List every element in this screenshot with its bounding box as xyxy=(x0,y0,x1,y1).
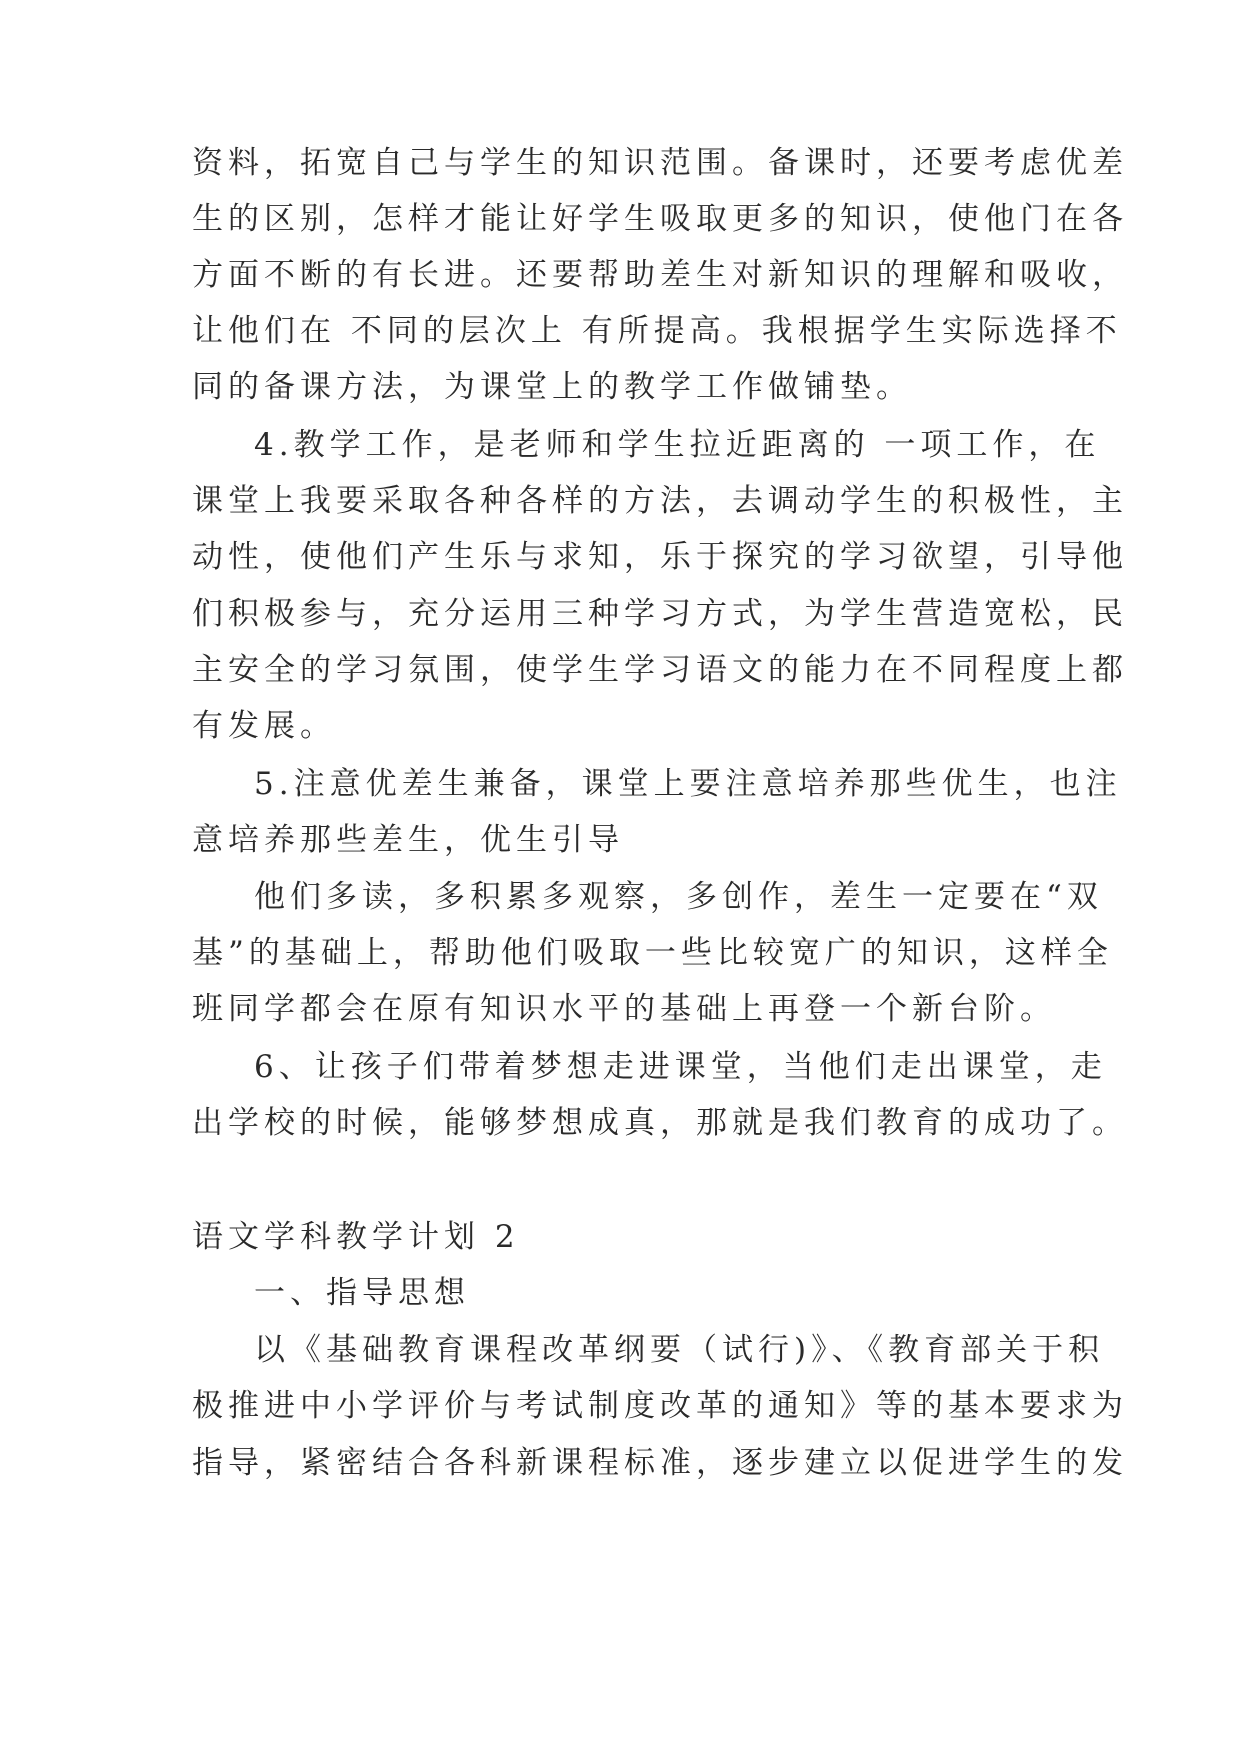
text-line: 有发展。 xyxy=(192,708,336,744)
text-line: 意培养那些差生，优生引导 xyxy=(192,822,624,858)
text-line: 同的备课方法，为课堂上的教学工作做铺垫。 xyxy=(192,369,912,405)
text-line: 动性，使他们产生乐与求知，乐于探究的学习欲望，引导他 xyxy=(192,539,1128,575)
text-line: 方面不断的有长进。还要帮助差生对新知识的理解和吸收， xyxy=(192,257,1128,293)
text-line: 基”的基础上，帮助他们吸取一些比较宽广的知识，这样全 xyxy=(192,935,1113,971)
text-line: 资料，拓宽自己与学生的知识范围。备课时，还要考虑优差 xyxy=(192,145,1128,181)
text-line: 4.教学工作，是老师和学生拉近距离的 一项工作，在 xyxy=(254,427,1101,463)
text-line: 课堂上我要采取各种各样的方法，去调动学生的积极性，主 xyxy=(192,483,1128,519)
text-line: 他们多读，多积累多观察，多创作，差生一定要在“双 xyxy=(254,879,1103,915)
text-line: 6、让孩子们带着梦想走进课堂，当他们走出课堂，走 xyxy=(254,1049,1107,1085)
text-line: 主安全的学习氛围，使学生学习语文的能力在不同程度上都 xyxy=(192,652,1128,688)
text-line: 以《基础教育课程改革纲要（试行)》、《教育部关于积 xyxy=(254,1332,1105,1368)
text-line: 出学校的时候，能够梦想成真，那就是我们教育的成功了。 xyxy=(192,1105,1128,1141)
text-line: 5.注意优差生兼备，课堂上要注意培养那些优生，也注 xyxy=(254,766,1122,802)
text-line: 生的区别，怎样才能让好学生吸取更多的知识，使他门在各 xyxy=(192,201,1128,237)
section-title: 语文学科教学计划 2 xyxy=(192,1219,520,1255)
text-line: 指导，紧密结合各科新课程标准，逐步建立以促进学生的发 xyxy=(192,1445,1128,1481)
text-line: 极推进中小学评价与考试制度改革的通知》等的基本要求为 xyxy=(192,1388,1128,1424)
text-line: 们积极参与，充分运用三种学习方式，为学生营造宽松，民 xyxy=(192,596,1128,632)
text-line: 班同学都会在原有知识水平的基础上再登一个新台阶。 xyxy=(192,991,1056,1027)
section-heading: 一、指导思想 xyxy=(254,1275,470,1311)
text-line: 让他们在 不同的层次上 有所提高。我根据学生实际选择不 xyxy=(192,313,1122,349)
